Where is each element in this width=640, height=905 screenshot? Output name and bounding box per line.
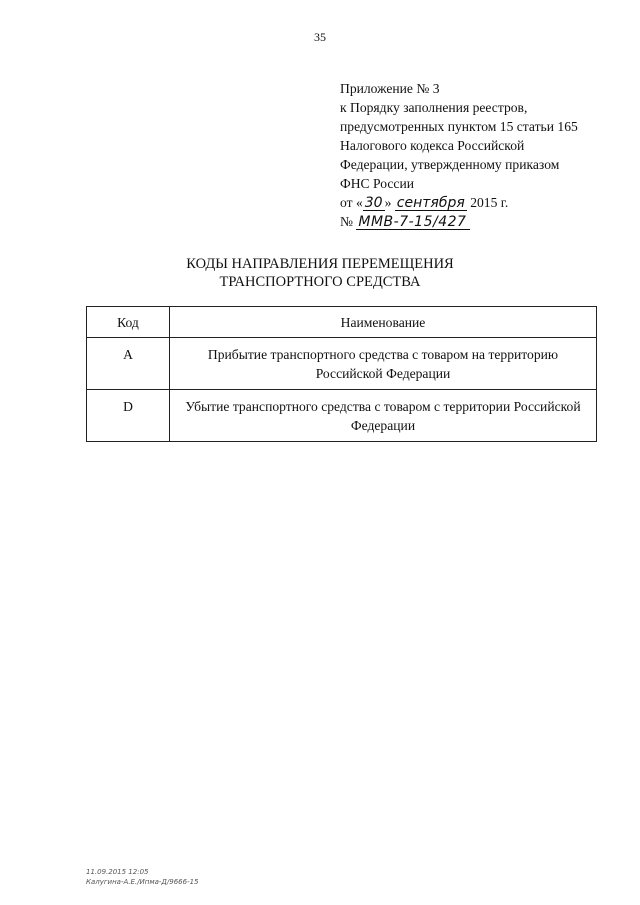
table-row [87,338,597,390]
handwritten-number: ММВ-7-15/427 [356,215,470,230]
date-mid: » [384,195,392,210]
cell-code: D [87,390,170,442]
header-code: Код [87,307,170,338]
codes-table [86,306,597,442]
title-line: ТРАНСПОРТНОГО СРЕДСТВА [219,274,421,290]
title-line: КОДЫ НАПРАВЛЕНИЯ ПЕРЕМЕЩЕНИЯ [186,256,454,272]
appendix-line: Налогового кодекса Российской [340,138,525,153]
document-title [0,255,640,291]
cell-name: Прибытие транспортного средства с товаром на территорию Российской Федерации [170,338,597,390]
cell-code: A [87,338,170,390]
number-prefix: № [340,214,353,229]
appendix-line: к Порядку заполнения реестров, [340,100,528,115]
appendix-line: Приложение № 3 [340,81,440,96]
handwritten-day: 30 [364,195,383,211]
footer-stamp [86,867,199,887]
appendix-block [340,79,610,231]
footer-line: Калугина-А.Е./Ипма-Д/9666-15 [86,878,199,886]
date-suffix: 2015 г. [470,195,509,210]
appendix-line: предусмотренных пунктом 15 статьи 165 [340,119,578,134]
appendix-line: Федерации, утвержденному приказом [340,157,560,172]
order-number [340,212,610,231]
header-name: Наименование [170,307,597,338]
handwritten-month: сентября [396,195,465,211]
date-prefix: от « [340,195,363,210]
table-header-row [87,307,597,338]
footer-line: 11.09.2015 12:05 [86,868,149,876]
order-date [340,193,610,212]
cell-name: Убытие транспортного средства с товаром с территории Российской Федерации [170,390,597,442]
table-row [87,390,597,442]
appendix-line: ФНС России [340,176,414,191]
page-number: 35 [314,30,326,44]
